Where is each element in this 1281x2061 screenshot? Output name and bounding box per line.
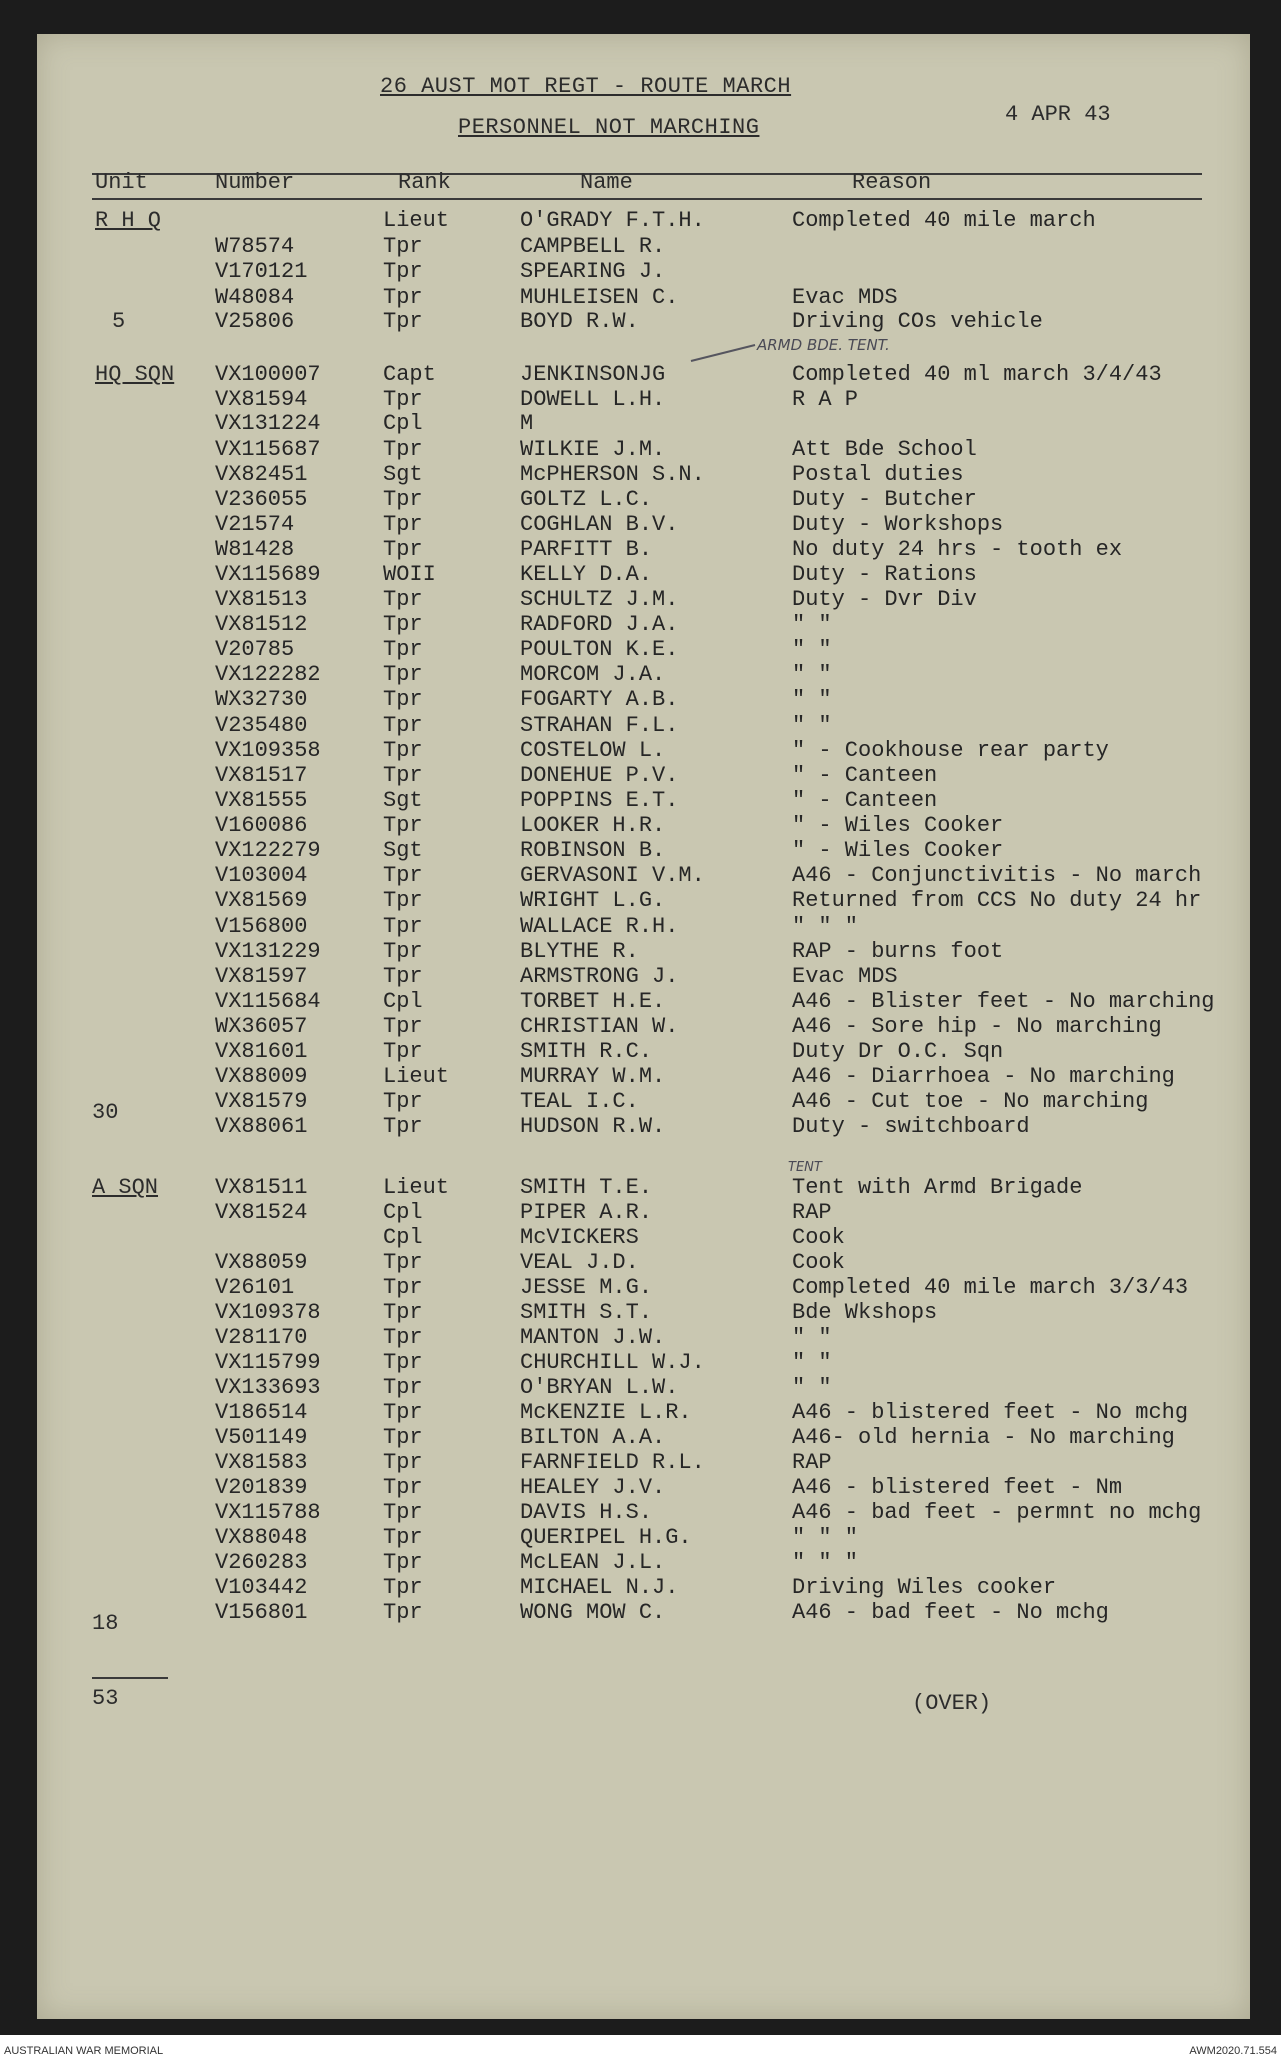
service-number: VX81517 — [215, 763, 308, 788]
service-number: V236055 — [215, 487, 308, 512]
service-number: VX131229 — [215, 939, 321, 964]
table-row — [0, 512, 1281, 538]
table-row — [0, 612, 1281, 638]
service-number: VX81569 — [215, 888, 308, 913]
person-name: SMITH S.T. — [520, 1300, 653, 1325]
person-name: DONEHUE P.V. — [520, 763, 679, 788]
rank: Tpr — [383, 964, 423, 989]
person-name: JESSE M.G. — [520, 1275, 653, 1300]
document-subtitle: PERSONNEL NOT MARCHING — [458, 115, 760, 140]
rank: Lieut — [383, 1175, 450, 1200]
table-row — [0, 1014, 1281, 1040]
rank: Tpr — [383, 1089, 423, 1114]
rank: Tpr — [383, 1350, 423, 1375]
rank: Tpr — [383, 1275, 423, 1300]
table-row — [0, 1325, 1281, 1351]
unit-hq-sqn: HQ SQN — [95, 362, 175, 387]
service-number: W78574 — [215, 234, 295, 259]
reason: Postal duties — [792, 462, 964, 487]
reason: Bde Wkshops — [792, 1300, 938, 1325]
rank: Tpr — [383, 914, 423, 939]
person-name: POULTON K.E. — [520, 637, 679, 662]
total-rule — [92, 1677, 168, 1679]
table-row — [0, 537, 1281, 563]
reason: " - Wiles Cooker — [792, 813, 1004, 838]
reason: Duty Dr O.C. Sqn — [792, 1039, 1004, 1064]
reason: Duty - Butcher — [792, 487, 977, 512]
rank: Tpr — [383, 1375, 423, 1400]
person-name: McPHERSON S.N. — [520, 462, 705, 487]
person-name: McVICKERS — [520, 1225, 639, 1250]
table-row — [0, 1350, 1281, 1376]
service-number: VX115687 — [215, 437, 321, 462]
table-row — [0, 1375, 1281, 1401]
rank: Tpr — [383, 537, 423, 562]
person-name: MORCOM J.A. — [520, 662, 666, 687]
reason: " - Wiles Cooker — [792, 838, 1004, 863]
person-name: CHURCHILL W.J. — [520, 1350, 705, 1375]
table-row — [0, 1275, 1281, 1301]
reason: " " — [792, 1375, 832, 1400]
person-name: McKENZIE L.R. — [520, 1400, 692, 1425]
rank: Tpr — [383, 763, 423, 788]
person-name: COSTELOW L. — [520, 738, 666, 763]
service-number: W81428 — [215, 537, 295, 562]
person-name: WILKIE J.M. — [520, 437, 666, 462]
reason: A46 - Cut toe - No marching — [792, 1089, 1149, 1114]
service-number: V26101 — [215, 1275, 295, 1300]
reason: Duty - switchboard — [792, 1114, 1030, 1139]
reason: Cook — [792, 1225, 845, 1250]
person-name: DOWELL L.H. — [520, 387, 666, 412]
rank: Tpr — [383, 1525, 423, 1550]
person-name: RADFORD J.A. — [520, 612, 679, 637]
service-number: V235480 — [215, 713, 308, 738]
table-row — [0, 637, 1281, 663]
rank: Tpr — [383, 1114, 423, 1139]
table-row — [0, 813, 1281, 839]
rank: Tpr — [383, 1575, 423, 1600]
rank: WOII — [383, 562, 436, 587]
person-name: LOOKER H.R. — [520, 813, 666, 838]
rank: Tpr — [383, 939, 423, 964]
rank: Tpr — [383, 1400, 423, 1425]
service-number: VX133693 — [215, 1375, 321, 1400]
rank: Sgt — [383, 788, 423, 813]
person-name: TEAL I.C. — [520, 1089, 639, 1114]
service-number: VX122279 — [215, 838, 321, 863]
person-name: O'BRYAN L.W. — [520, 1375, 679, 1400]
rank: Tpr — [383, 1475, 423, 1500]
reason: Returned from CCS No duty 24 hr — [792, 888, 1202, 913]
rank: Tpr — [383, 1450, 423, 1475]
header-unit: Unit — [95, 170, 148, 195]
service-number: V21574 — [215, 512, 295, 537]
reason: RAP — [792, 1200, 832, 1225]
person-name: COGHLAN B.V. — [520, 512, 679, 537]
header-rank: Rank — [398, 170, 451, 195]
service-number: VX115689 — [215, 562, 321, 587]
person-name: PIPER A.R. — [520, 1200, 653, 1225]
service-number: VX88048 — [215, 1525, 308, 1550]
service-number: VX81511 — [215, 1175, 308, 1200]
service-number: VX88009 — [215, 1064, 308, 1089]
rank: Tpr — [383, 1300, 423, 1325]
reason: Evac MDS — [792, 964, 898, 989]
service-number: V201839 — [215, 1475, 308, 1500]
service-number: V281170 — [215, 1325, 308, 1350]
service-number: VX82451 — [215, 462, 308, 487]
reason: Cook — [792, 1250, 845, 1275]
reason: Evac MDS — [792, 285, 898, 310]
section-count-a-sqn: 18 — [92, 1611, 119, 1636]
service-number: VX88059 — [215, 1250, 308, 1275]
table-row — [0, 1089, 1281, 1115]
reason: " " " — [792, 1550, 859, 1575]
service-number: VX81513 — [215, 587, 308, 612]
table-row — [0, 1500, 1281, 1526]
service-number: VX131224 — [215, 411, 321, 436]
service-number: VX81579 — [215, 1089, 308, 1114]
person-name: QUERIPEL H.G. — [520, 1525, 692, 1550]
service-number: WX32730 — [215, 687, 308, 712]
reason: A46 - Blister feet - No marching — [792, 989, 1215, 1014]
service-number: V186514 — [215, 1400, 308, 1425]
service-number: V170121 — [215, 259, 308, 284]
rank: Tpr — [383, 387, 423, 412]
rank: Tpr — [383, 687, 423, 712]
rank: Cpl — [383, 1200, 423, 1225]
service-number: V103004 — [215, 863, 308, 888]
handwritten-note: ARMD BDE. TENT. — [757, 336, 890, 354]
service-number: V260283 — [215, 1550, 308, 1575]
reason: Completed 40 mile march 3/3/43 — [792, 1275, 1189, 1300]
rank: Tpr — [383, 1325, 423, 1350]
service-number: VX100007 — [215, 362, 321, 387]
rank: Sgt — [383, 462, 423, 487]
table-row — [0, 1225, 1281, 1251]
reason: Driving Wiles cooker — [792, 1575, 1057, 1600]
person-name: MUHLEISEN C. — [520, 285, 679, 310]
handwritten-note-tent: TENT — [788, 1160, 822, 1175]
table-row — [0, 763, 1281, 789]
rank: Tpr — [383, 487, 423, 512]
rank: Tpr — [383, 1250, 423, 1275]
rank: Tpr — [383, 813, 423, 838]
service-number: VX122282 — [215, 662, 321, 687]
table-row — [0, 259, 1281, 285]
table-row — [0, 964, 1281, 990]
person-name: MICHAEL N.J. — [520, 1575, 679, 1600]
person-name: WONG MOW C. — [520, 1600, 666, 1625]
reason: " - Canteen — [792, 763, 938, 788]
over-marker: (OVER) — [912, 1691, 992, 1716]
reason: " " — [792, 662, 832, 687]
reason: Driving COs vehicle — [792, 309, 1043, 334]
reason: Duty - Dvr Div — [792, 587, 977, 612]
person-name: POPPINS E.T. — [520, 788, 679, 813]
table-row — [0, 738, 1281, 764]
table-row — [0, 788, 1281, 814]
table-row — [0, 1400, 1281, 1426]
reason: Completed 40 ml march 3/4/43 — [792, 362, 1162, 387]
table-row — [0, 1114, 1281, 1140]
person-name: FOGARTY A.B. — [520, 687, 679, 712]
rank: Tpr — [383, 309, 423, 334]
service-number: VX81555 — [215, 788, 308, 813]
table-row — [0, 888, 1281, 914]
rank: Tpr — [383, 713, 423, 738]
reason: " " " — [792, 914, 859, 939]
section-count-hq-sqn: 30 — [92, 1100, 119, 1125]
person-name: SMITH T.E. — [520, 1175, 653, 1200]
rank: Tpr — [383, 738, 423, 763]
table-row — [0, 234, 1281, 260]
service-number: V103442 — [215, 1575, 308, 1600]
table-row — [0, 1525, 1281, 1551]
reason: No duty 24 hrs - tooth ex — [792, 537, 1123, 562]
header-number: Number — [215, 170, 295, 195]
service-number: VX81524 — [215, 1200, 308, 1225]
person-name: MANTON J.W. — [520, 1325, 666, 1350]
rank: Tpr — [383, 1600, 423, 1625]
reason: " - Canteen — [792, 788, 938, 813]
service-number: V160086 — [215, 813, 308, 838]
table-row — [0, 989, 1281, 1015]
person-name: BOYD R.W. — [520, 309, 639, 334]
reason: A46 - Sore hip - No marching — [792, 1014, 1162, 1039]
reason: Tent with Armd Brigade — [792, 1175, 1083, 1200]
person-name: SMITH R.C. — [520, 1039, 653, 1064]
person-name: McLEAN J.L. — [520, 1550, 666, 1575]
table-row — [0, 1550, 1281, 1576]
service-number: VX115799 — [215, 1350, 321, 1375]
service-number: V20785 — [215, 637, 295, 662]
rank: Tpr — [383, 1500, 423, 1525]
service-number: VX115788 — [215, 1500, 321, 1525]
rank: Tpr — [383, 1425, 423, 1450]
table-row — [0, 562, 1281, 588]
table-row — [0, 387, 1281, 413]
person-name: PARFITT B. — [520, 537, 653, 562]
service-number: VX81594 — [215, 387, 308, 412]
footer-accession: AWM2020.71.554 — [1189, 2045, 1277, 2057]
reason: " " " — [792, 1525, 859, 1550]
table-row — [0, 838, 1281, 864]
reason: " " — [792, 687, 832, 712]
table-row — [0, 285, 1281, 311]
service-number: VX88061 — [215, 1114, 308, 1139]
person-name: MURRAY W.M. — [520, 1064, 666, 1089]
person-name: FARNFIELD R.L. — [520, 1450, 705, 1475]
table-row — [0, 1425, 1281, 1451]
section-count-rhq: 5 — [112, 309, 126, 334]
rank: Tpr — [383, 512, 423, 537]
person-name: DAVIS H.S. — [520, 1500, 653, 1525]
person-name: ROBINSON B. — [520, 838, 666, 863]
service-number: VX115684 — [215, 989, 321, 1014]
rank: Capt — [383, 362, 436, 387]
reason: A46 - bad feet - No mchg — [792, 1600, 1109, 1625]
rank: Tpr — [383, 637, 423, 662]
rank: Sgt — [383, 838, 423, 863]
table-row — [0, 1475, 1281, 1501]
service-number: VX81597 — [215, 964, 308, 989]
reason: RAP — [792, 1450, 832, 1475]
table-row — [0, 487, 1281, 513]
table-row — [0, 939, 1281, 965]
person-name: KELLY D.A. — [520, 562, 653, 587]
grand-total: 53 — [92, 1686, 119, 1711]
person-name: VEAL J.D. — [520, 1250, 639, 1275]
reason: A46- old hernia - No marching — [792, 1425, 1175, 1450]
person-name: TORBET H.E. — [520, 989, 666, 1014]
person-name: HUDSON R.W. — [520, 1114, 666, 1139]
person-name: ARMSTRONG J. — [520, 964, 679, 989]
rank: Tpr — [383, 437, 423, 462]
table-row — [0, 1200, 1281, 1226]
table-row — [0, 411, 1281, 437]
person-name: WALLACE R.H. — [520, 914, 679, 939]
rank: Tpr — [383, 863, 423, 888]
table-row — [0, 662, 1281, 688]
rank: Cpl — [383, 411, 423, 436]
reason: " " — [792, 1325, 832, 1350]
table-row — [0, 713, 1281, 739]
service-number: V156801 — [215, 1600, 308, 1625]
table-row — [0, 587, 1281, 613]
reason: Completed 40 mile march — [792, 208, 1096, 233]
person-name: O'GRADY F.T.H. — [520, 208, 705, 233]
reason: A46 - blistered feet - Nm — [792, 1475, 1123, 1500]
reason: " " — [792, 1350, 832, 1375]
rank: Lieut — [383, 1064, 450, 1089]
table-row — [0, 1175, 1281, 1201]
table-row — [0, 1064, 1281, 1090]
reason: Duty - Rations — [792, 562, 977, 587]
person-name: BILTON A.A. — [520, 1425, 666, 1450]
rank: Tpr — [383, 612, 423, 637]
table-row — [0, 437, 1281, 463]
reason: " " — [792, 713, 832, 738]
person-name: HEALEY J.V. — [520, 1475, 666, 1500]
table-row — [0, 1575, 1281, 1601]
table-row — [0, 462, 1281, 488]
rank: Tpr — [383, 587, 423, 612]
rank: Lieut — [383, 208, 450, 233]
header-reason: Reason — [852, 170, 932, 195]
table-row — [0, 1039, 1281, 1065]
table-row — [0, 1300, 1281, 1326]
service-number: VX81583 — [215, 1450, 308, 1475]
table-row — [0, 687, 1281, 713]
rank: Cpl — [383, 1225, 423, 1250]
service-number: V25806 — [215, 309, 295, 334]
rank: Tpr — [383, 234, 423, 259]
service-number: VX81601 — [215, 1039, 308, 1064]
rank: Tpr — [383, 1039, 423, 1064]
service-number: VX109358 — [215, 738, 321, 763]
service-number: WX36057 — [215, 1014, 308, 1039]
person-name: BLYTHE R. — [520, 939, 639, 964]
reason: A46 - Diarrhoea - No marching — [792, 1064, 1175, 1089]
person-name: WRIGHT L.G. — [520, 888, 666, 913]
header-name: Name — [580, 170, 633, 195]
person-name: CAMPBELL R. — [520, 234, 666, 259]
reason: RAP - burns foot — [792, 939, 1004, 964]
rank: Tpr — [383, 259, 423, 284]
reason: " " — [792, 612, 832, 637]
table-row — [0, 1250, 1281, 1276]
rank: Tpr — [383, 285, 423, 310]
table-row — [0, 863, 1281, 889]
service-number: VX81512 — [215, 612, 308, 637]
reason: R A P — [792, 387, 859, 412]
table-row — [0, 208, 1281, 234]
person-name: SCHULTZ J.M. — [520, 587, 679, 612]
person-name: GOLTZ L.C. — [520, 487, 653, 512]
rank: Tpr — [383, 1014, 423, 1039]
reason: Duty - Workshops — [792, 512, 1004, 537]
person-name: GERVASONI V.M. — [520, 863, 705, 888]
reason: Att Bde School — [792, 437, 977, 462]
table-row — [0, 1450, 1281, 1476]
person-name: STRAHAN F.L. — [520, 713, 679, 738]
person-name: M — [520, 411, 534, 436]
reason: A46 - Conjunctivitis - No march — [792, 863, 1202, 888]
service-number: V501149 — [215, 1425, 308, 1450]
table-row — [0, 362, 1281, 388]
service-number: V156800 — [215, 914, 308, 939]
unit-rhq: R H Q — [95, 208, 162, 233]
table-row — [0, 1600, 1281, 1626]
service-number: VX109378 — [215, 1300, 321, 1325]
document-title: 26 AUST MOT REGT - ROUTE MARCH — [380, 74, 792, 99]
rank: Tpr — [383, 662, 423, 687]
rank: Tpr — [383, 1550, 423, 1575]
table-row — [0, 914, 1281, 940]
reason: A46 - bad feet - permnt no mchg — [792, 1500, 1202, 1525]
person-name: SPEARING J. — [520, 259, 666, 284]
rank: Cpl — [383, 989, 423, 1014]
unit-a-sqn: A SQN — [92, 1175, 159, 1200]
document-date: 4 APR 43 — [1005, 102, 1111, 127]
person-name: CHRISTIAN W. — [520, 1014, 679, 1039]
reason: " - Cookhouse rear party — [792, 738, 1109, 763]
table-row — [0, 309, 1281, 335]
footer-institution: AUSTRALIAN WAR MEMORIAL — [4, 2045, 164, 2057]
rank: Tpr — [383, 888, 423, 913]
service-number: W48084 — [215, 285, 295, 310]
reason: A46 - blistered feet - No mchg — [792, 1400, 1189, 1425]
person-name: JENKINSONJG — [520, 362, 666, 387]
reason: " " — [792, 637, 832, 662]
